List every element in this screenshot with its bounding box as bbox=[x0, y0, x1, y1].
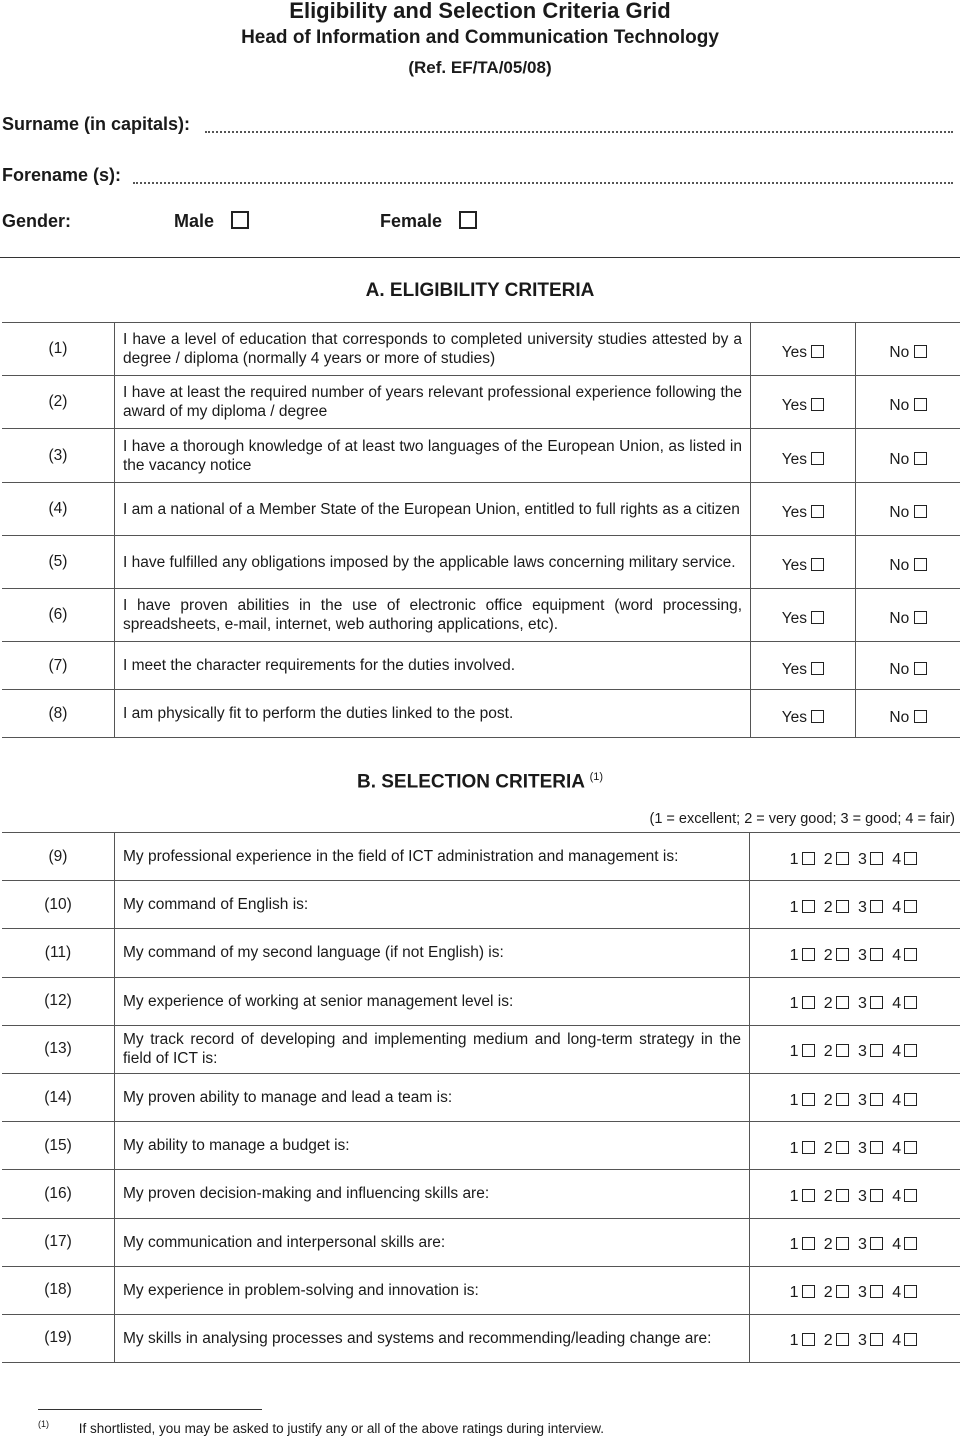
rating-1-checkbox[interactable] bbox=[802, 852, 815, 865]
yes-option[interactable]: Yes bbox=[751, 690, 856, 738]
rating-1-checkbox[interactable] bbox=[802, 1141, 815, 1154]
rating-label: 1 bbox=[789, 1284, 799, 1302]
rating-label: 3 bbox=[858, 1236, 868, 1254]
criterion-number: (17) bbox=[2, 1218, 115, 1266]
rating-2-checkbox[interactable] bbox=[836, 900, 849, 913]
no-option[interactable]: No bbox=[856, 483, 960, 536]
rating-label: 4 bbox=[892, 946, 902, 964]
rating-label: 3 bbox=[858, 1332, 868, 1350]
rating-label: 4 bbox=[892, 1187, 902, 1205]
rating-label: 1 bbox=[789, 898, 799, 916]
rating-label: 2 bbox=[823, 850, 833, 868]
rating-1-checkbox[interactable] bbox=[802, 996, 815, 1009]
footnote-marker: (1) bbox=[38, 1419, 49, 1429]
yes-checkbox[interactable] bbox=[811, 398, 824, 411]
rating-label: 2 bbox=[823, 1139, 833, 1157]
eligibility-row bbox=[2, 536, 960, 589]
criterion-number: (3) bbox=[2, 429, 115, 483]
rating-label: 4 bbox=[892, 850, 902, 868]
rating-label: 4 bbox=[892, 1091, 902, 1109]
criterion-number: (7) bbox=[2, 642, 115, 690]
criterion-number: (8) bbox=[2, 690, 115, 738]
rating-label: 4 bbox=[892, 1332, 902, 1350]
no-option[interactable]: No bbox=[856, 642, 960, 690]
eligibility-table bbox=[2, 322, 960, 738]
rating-options bbox=[750, 929, 960, 977]
rating-3-checkbox[interactable] bbox=[870, 1237, 883, 1250]
no-option[interactable]: No bbox=[856, 690, 960, 738]
rating-2-checkbox[interactable] bbox=[836, 1093, 849, 1106]
no-option[interactable]: No bbox=[856, 536, 960, 589]
rating-label: 1 bbox=[789, 1236, 799, 1254]
footnote bbox=[38, 1419, 604, 1436]
criterion-text: My experience in problem-solving and innovation is: bbox=[115, 1266, 750, 1314]
rating-3-checkbox[interactable] bbox=[870, 1189, 883, 1202]
yes-checkbox[interactable] bbox=[811, 345, 824, 358]
eligibility-row bbox=[2, 589, 960, 642]
rating-4-checkbox[interactable] bbox=[904, 1285, 917, 1298]
criterion-number: (13) bbox=[2, 1025, 115, 1073]
rating-4-checkbox[interactable] bbox=[904, 1333, 917, 1346]
rating-3-checkbox[interactable] bbox=[870, 1285, 883, 1298]
rating-4-checkbox[interactable] bbox=[904, 1093, 917, 1106]
selection-row bbox=[2, 1314, 960, 1362]
selection-row bbox=[2, 1025, 960, 1073]
criterion-number: (9) bbox=[2, 833, 115, 881]
yes-checkbox[interactable] bbox=[811, 505, 824, 518]
yes-checkbox[interactable] bbox=[811, 558, 824, 571]
eligibility-row bbox=[2, 376, 960, 429]
criterion-number: (16) bbox=[2, 1170, 115, 1218]
rating-options bbox=[750, 1122, 960, 1170]
rating-label: 2 bbox=[823, 995, 833, 1013]
yes-option[interactable]: Yes bbox=[751, 483, 856, 536]
rating-label: 1 bbox=[789, 850, 799, 868]
rating-1-checkbox[interactable] bbox=[802, 1189, 815, 1202]
rating-4-checkbox[interactable] bbox=[904, 852, 917, 865]
rating-scale: (1 = excellent; 2 = very good; 3 = good; 4 = fair) bbox=[649, 811, 955, 827]
rating-3-checkbox[interactable] bbox=[870, 1141, 883, 1154]
footnote-text: If shortlisted, you may be asked to justify any or all of the above ratings during interview. bbox=[78, 1420, 605, 1436]
rating-options bbox=[750, 1314, 960, 1362]
rating-3-checkbox[interactable] bbox=[870, 852, 883, 865]
eligibility-row bbox=[2, 323, 960, 376]
reference-number: (Ref. EF/TA/05/08) bbox=[408, 58, 552, 77]
criterion-number: (18) bbox=[2, 1266, 115, 1314]
criterion-text: I am physically fit to perform the duties linked to the post. bbox=[115, 690, 751, 738]
no-option[interactable]: No bbox=[856, 323, 960, 376]
rating-4-checkbox[interactable] bbox=[904, 1189, 917, 1202]
rating-2-checkbox[interactable] bbox=[836, 1333, 849, 1346]
yes-option[interactable]: Yes bbox=[751, 536, 856, 589]
rating-options bbox=[750, 977, 960, 1025]
rating-label: 1 bbox=[789, 995, 799, 1013]
yes-option[interactable]: Yes bbox=[751, 429, 856, 483]
selection-row bbox=[2, 929, 960, 977]
rating-label: 3 bbox=[858, 850, 868, 868]
rating-3-checkbox[interactable] bbox=[870, 900, 883, 913]
rating-4-checkbox[interactable] bbox=[904, 900, 917, 913]
criterion-text: My professional experience in the field of ICT administration and management is: bbox=[115, 833, 750, 881]
yes-option[interactable]: Yes bbox=[751, 642, 856, 690]
rating-1-checkbox[interactable] bbox=[802, 1044, 815, 1057]
rating-2-checkbox[interactable] bbox=[836, 1189, 849, 1202]
rating-label: 3 bbox=[858, 1139, 868, 1157]
rating-label: 2 bbox=[823, 1236, 833, 1254]
no-checkbox[interactable] bbox=[914, 452, 927, 465]
surname-field[interactable] bbox=[205, 131, 953, 133]
no-checkbox[interactable] bbox=[914, 710, 927, 723]
rating-label: 2 bbox=[823, 1187, 833, 1205]
rating-1-checkbox[interactable] bbox=[802, 1093, 815, 1106]
rating-1-checkbox[interactable] bbox=[802, 1285, 815, 1298]
criterion-text: My proven ability to manage and lead a team is: bbox=[115, 1073, 750, 1121]
criterion-number: (19) bbox=[2, 1314, 115, 1362]
rating-4-checkbox[interactable] bbox=[904, 1237, 917, 1250]
selection-row bbox=[2, 1218, 960, 1266]
criterion-text: My skills in analysing processes and systems and recommending/leading change are: bbox=[115, 1314, 750, 1362]
selection-row bbox=[2, 1122, 960, 1170]
forename-label: Forename (s): bbox=[2, 165, 122, 185]
rating-3-checkbox[interactable] bbox=[870, 1044, 883, 1057]
criterion-number: (1) bbox=[2, 323, 115, 376]
no-option[interactable]: No bbox=[856, 376, 960, 429]
criterion-text: I have a level of education that corresponds to completed university studies attested by a degree / diploma (normally 4 years or more of studies) bbox=[115, 323, 751, 376]
rating-3-checkbox[interactable] bbox=[870, 996, 883, 1009]
selection-row bbox=[2, 833, 960, 881]
rating-4-checkbox[interactable] bbox=[904, 1141, 917, 1154]
no-checkbox[interactable] bbox=[914, 662, 927, 675]
rating-4-checkbox[interactable] bbox=[904, 948, 917, 961]
rating-label: 2 bbox=[823, 946, 833, 964]
criterion-text: My command of English is: bbox=[115, 881, 750, 929]
criterion-text: My track record of developing and implementing medium and long-term strategy in the field of ICT is: bbox=[115, 1025, 750, 1073]
eligibility-row bbox=[2, 483, 960, 536]
criterion-text: My experience of working at senior management level is: bbox=[115, 977, 750, 1025]
no-option[interactable]: No bbox=[856, 429, 960, 483]
female-checkbox[interactable] bbox=[459, 211, 477, 229]
rating-2-checkbox[interactable] bbox=[836, 948, 849, 961]
eligibility-row bbox=[2, 429, 960, 483]
eligibility-row bbox=[2, 690, 960, 738]
rating-label: 3 bbox=[858, 898, 868, 916]
eligibility-heading: A. ELIGIBILITY CRITERIA bbox=[365, 280, 595, 301]
rating-4-checkbox[interactable] bbox=[904, 996, 917, 1009]
criterion-text: I meet the character requirements for the duties involved. bbox=[115, 642, 751, 690]
criterion-text: I am a national of a Member State of the European Union, entitled to full rights as a citizen bbox=[115, 483, 751, 536]
rating-2-checkbox[interactable] bbox=[836, 1285, 849, 1298]
rating-label: 3 bbox=[858, 995, 868, 1013]
selection-row bbox=[2, 1073, 960, 1121]
rating-2-checkbox[interactable] bbox=[836, 852, 849, 865]
no-checkbox[interactable] bbox=[914, 611, 927, 624]
gender-female-option[interactable] bbox=[380, 211, 477, 232]
rating-label: 1 bbox=[789, 1139, 799, 1157]
rating-label: 1 bbox=[789, 946, 799, 964]
selection-table bbox=[2, 832, 960, 1363]
no-checkbox[interactable] bbox=[914, 505, 927, 518]
criterion-number: (10) bbox=[2, 881, 115, 929]
rating-3-checkbox[interactable] bbox=[870, 1093, 883, 1106]
footnote-divider bbox=[38, 1409, 262, 1410]
no-checkbox[interactable] bbox=[914, 398, 927, 411]
rating-label: 3 bbox=[858, 1187, 868, 1205]
rating-label: 2 bbox=[823, 1043, 833, 1061]
page-title: Eligibility and Selection Criteria Grid bbox=[289, 0, 671, 23]
rating-4-checkbox[interactable] bbox=[904, 1044, 917, 1057]
eligibility-row bbox=[2, 642, 960, 690]
rating-label: 4 bbox=[892, 1043, 902, 1061]
criterion-text: My proven decision-making and influencing skills are: bbox=[115, 1170, 750, 1218]
rating-label: 4 bbox=[892, 1236, 902, 1254]
criterion-number: (2) bbox=[2, 376, 115, 429]
female-label: Female bbox=[380, 211, 443, 231]
no-checkbox[interactable] bbox=[914, 558, 927, 571]
rating-2-checkbox[interactable] bbox=[836, 1237, 849, 1250]
section-divider bbox=[0, 257, 960, 258]
page-subtitle: Head of Information and Communication Technology bbox=[241, 27, 719, 48]
yes-option[interactable]: Yes bbox=[751, 589, 856, 642]
criterion-number: (4) bbox=[2, 483, 115, 536]
rating-label: 2 bbox=[823, 1284, 833, 1302]
gender-male-option[interactable] bbox=[174, 211, 249, 232]
yes-checkbox[interactable] bbox=[811, 710, 824, 723]
rating-label: 4 bbox=[892, 1284, 902, 1302]
selection-heading: B. SELECTION CRITERIA $^{(1)}$ bbox=[356, 771, 604, 793]
rating-3-checkbox[interactable] bbox=[870, 948, 883, 961]
selection-row bbox=[2, 1266, 960, 1314]
rating-label: 3 bbox=[858, 1043, 868, 1061]
male-checkbox[interactable] bbox=[231, 211, 249, 229]
rating-1-checkbox[interactable] bbox=[802, 1333, 815, 1346]
rating-options bbox=[750, 1073, 960, 1121]
rating-label: 4 bbox=[892, 1139, 902, 1157]
male-label: Male bbox=[174, 211, 215, 231]
rating-1-checkbox[interactable] bbox=[802, 1237, 815, 1250]
criterion-text: My communication and interpersonal skills are: bbox=[115, 1218, 750, 1266]
rating-label: 2 bbox=[823, 898, 833, 916]
criterion-number: (12) bbox=[2, 977, 115, 1025]
selection-row bbox=[2, 1170, 960, 1218]
criterion-text: I have at least the required number of years relevant professional experience following the award of my diploma / degree bbox=[115, 376, 751, 429]
rating-1-checkbox[interactable] bbox=[802, 900, 815, 913]
rating-options bbox=[750, 1170, 960, 1218]
rating-2-checkbox[interactable] bbox=[836, 996, 849, 1009]
criterion-text: My ability to manage a budget is: bbox=[115, 1122, 750, 1170]
rating-label: 3 bbox=[858, 1284, 868, 1302]
selection-row bbox=[2, 881, 960, 929]
rating-label: 1 bbox=[789, 1332, 799, 1350]
rating-options bbox=[750, 1218, 960, 1266]
yes-checkbox[interactable] bbox=[811, 662, 824, 675]
rating-options bbox=[750, 833, 960, 881]
rating-options bbox=[750, 1266, 960, 1314]
yes-checkbox[interactable] bbox=[811, 611, 824, 624]
rating-label: 3 bbox=[858, 946, 868, 964]
no-option[interactable]: No bbox=[856, 589, 960, 642]
gender-label: Gender: bbox=[2, 211, 72, 231]
rating-options bbox=[750, 881, 960, 929]
criterion-number: (6) bbox=[2, 589, 115, 642]
rating-label: 3 bbox=[858, 1091, 868, 1109]
rating-label: 4 bbox=[892, 995, 902, 1013]
selection-row bbox=[2, 977, 960, 1025]
yes-option[interactable]: Yes bbox=[751, 323, 856, 376]
rating-label: 1 bbox=[789, 1187, 799, 1205]
criterion-text: I have proven abilities in the use of electronic office equipment (word processing, spreadsheets, e-mail, internet, web authoring applications, etc). bbox=[115, 589, 751, 642]
rating-label: 1 bbox=[789, 1043, 799, 1061]
criterion-number: (11) bbox=[2, 929, 115, 977]
surname-label: Surname (in capitals): bbox=[2, 114, 191, 134]
rating-3-checkbox[interactable] bbox=[870, 1333, 883, 1346]
rating-options bbox=[750, 1025, 960, 1073]
rating-2-checkbox[interactable] bbox=[836, 1141, 849, 1154]
forename-field[interactable] bbox=[133, 182, 953, 184]
rating-2-checkbox[interactable] bbox=[836, 1044, 849, 1057]
rating-label: 1 bbox=[789, 1091, 799, 1109]
yes-checkbox[interactable] bbox=[811, 452, 824, 465]
rating-label: 4 bbox=[892, 898, 902, 916]
criterion-number: (15) bbox=[2, 1122, 115, 1170]
criterion-text: I have fulfilled any obligations imposed by the applicable laws concerning military service. bbox=[115, 536, 751, 589]
criterion-text: I have a thorough knowledge of at least two languages of the European Union, as listed in the vacancy notice bbox=[115, 429, 751, 483]
criterion-text: My command of my second language (if not English) is: bbox=[115, 929, 750, 977]
footnote-ref: (1) bbox=[589, 771, 604, 783]
criterion-number: (5) bbox=[2, 536, 115, 589]
no-checkbox[interactable] bbox=[914, 345, 927, 358]
rating-label: 2 bbox=[823, 1332, 833, 1350]
rating-label: 2 bbox=[823, 1091, 833, 1109]
criterion-number: (14) bbox=[2, 1073, 115, 1121]
rating-1-checkbox[interactable] bbox=[802, 948, 815, 961]
yes-option[interactable]: Yes bbox=[751, 376, 856, 429]
